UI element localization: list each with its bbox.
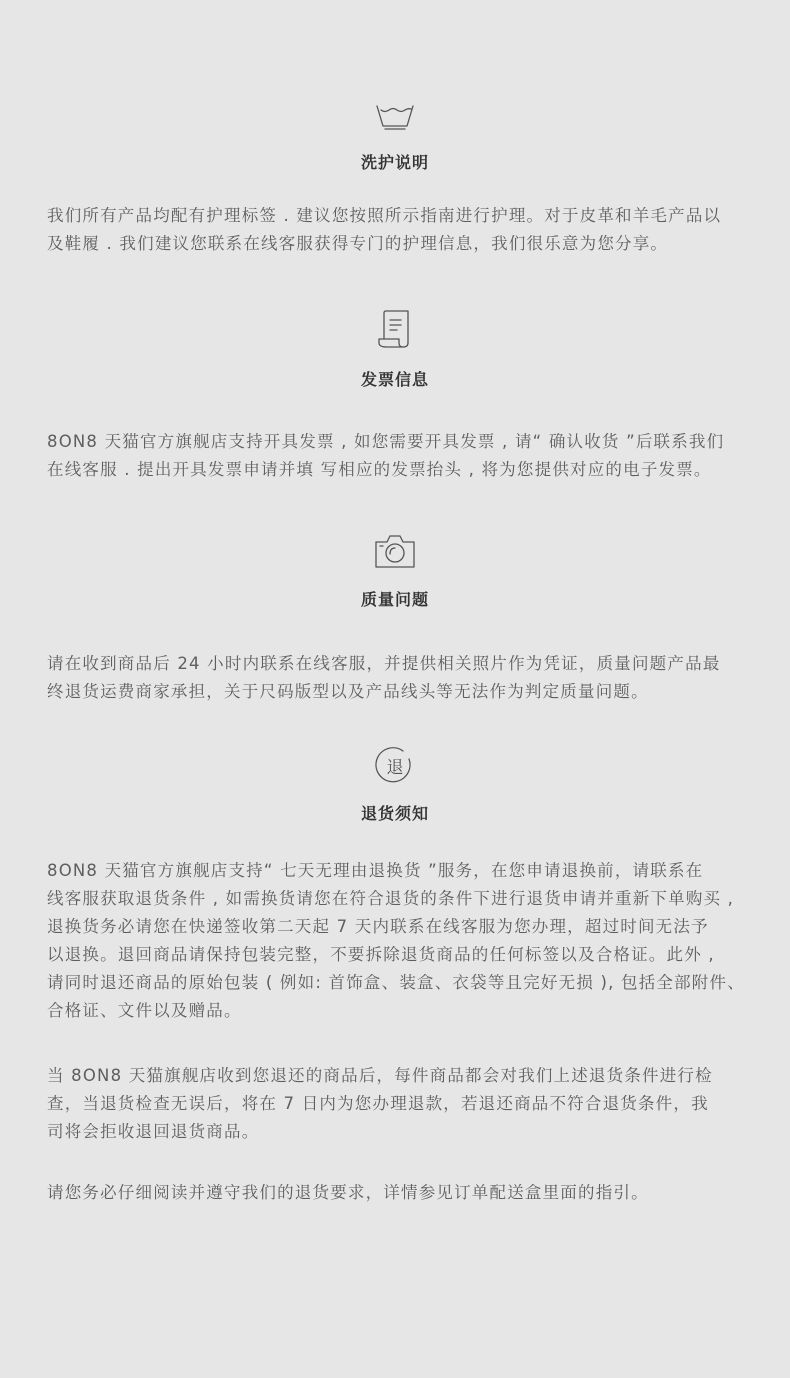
wash-basin-icon: [0, 100, 790, 132]
invoice-paragraph: [47, 428, 747, 484]
returns-paragraph-3: [47, 1179, 747, 1207]
paragraph-line: 在线客服 . 提出开具发票申请并填 写相应的发票抬头 , 将为您提供对应的电子发票。: [47, 460, 712, 479]
returns-paragraph-2: [47, 1062, 747, 1146]
return-circle-icon: [0, 747, 790, 787]
returns-paragraph-1: [47, 857, 747, 1025]
paragraph-line: 退换货务必请您在快递签收第二天起 7 天内联系在线客服为您办理，超过时间无法予: [47, 917, 709, 936]
paragraph-line: 线客服获取退货条件 , 如需换货请您在符合退货的条件下进行退货申请并重新下单购买 ,: [47, 889, 735, 908]
paragraph-line: 请您务必仔细阅读并遵守我们的退货要求，详情参见订单配送盒里面的指引。: [47, 1183, 649, 1202]
paragraph-line: 8ON8 天猫官方旗舰店支持“ 七天无理由退换货 ”服务，在您申请退换前，请联系在: [47, 861, 704, 880]
paragraph-line: 请同时退还商品的原始包装 ( 例如: 首饰盒、装盒、衣袋等且完好无损 ), 包括全部附件、: [47, 973, 745, 992]
paragraph-line: 终退货运费商家承担，关于尺码版型以及产品线头等无法作为判定质量问题。: [47, 682, 649, 701]
paragraph-line: 及鞋履 . 我们建议您联系在线客服获得专门的护理信息，我们很乐意为您分享。: [47, 234, 669, 253]
section-title-invoice: 发票信息: [360, 370, 429, 389]
section-title-care: 洗护说明: [360, 153, 429, 172]
paragraph-line: 查，当退货检查无误后，将在 7 日内为您办理退款，若退还商品不符合退货条件，我: [47, 1094, 709, 1113]
section-title-returns: 退货须知: [360, 804, 429, 823]
care-paragraph: [47, 202, 747, 258]
paragraph-line: 合格证、文件以及赠品。: [47, 1001, 242, 1020]
quality-paragraph: [47, 650, 747, 706]
paragraph-line: 我们所有产品均配有护理标签 . 建议您按照所示指南进行护理。对于皮革和羊毛产品以: [47, 206, 722, 225]
return-icon-char: 退: [386, 758, 404, 778]
paragraph-line: 8ON8 天猫官方旗舰店支持开具发票 , 如您需要开具发票 , 请“ 确认收货 ”后联系我们: [47, 432, 725, 451]
paragraph-line: 以退换。退回商品请保持包装完整，不要拆除退货商品的任何标签以及合格证。此外 ,: [47, 945, 715, 964]
camera-icon: [0, 532, 790, 570]
section-title-quality: 质量问题: [360, 590, 429, 609]
paragraph-line: 司将会拒收退回退货商品。: [47, 1122, 260, 1141]
paragraph-line: 当 8ON8 天猫旗舰店收到您退还的商品后，每件商品都会对我们上述退货条件进行检: [47, 1066, 713, 1085]
paragraph-line: 请在收到商品后 24 小时内联系在线客服，并提供相关照片作为凭证，质量问题产品最: [47, 654, 721, 673]
invoice-receipt-icon: [0, 309, 790, 351]
